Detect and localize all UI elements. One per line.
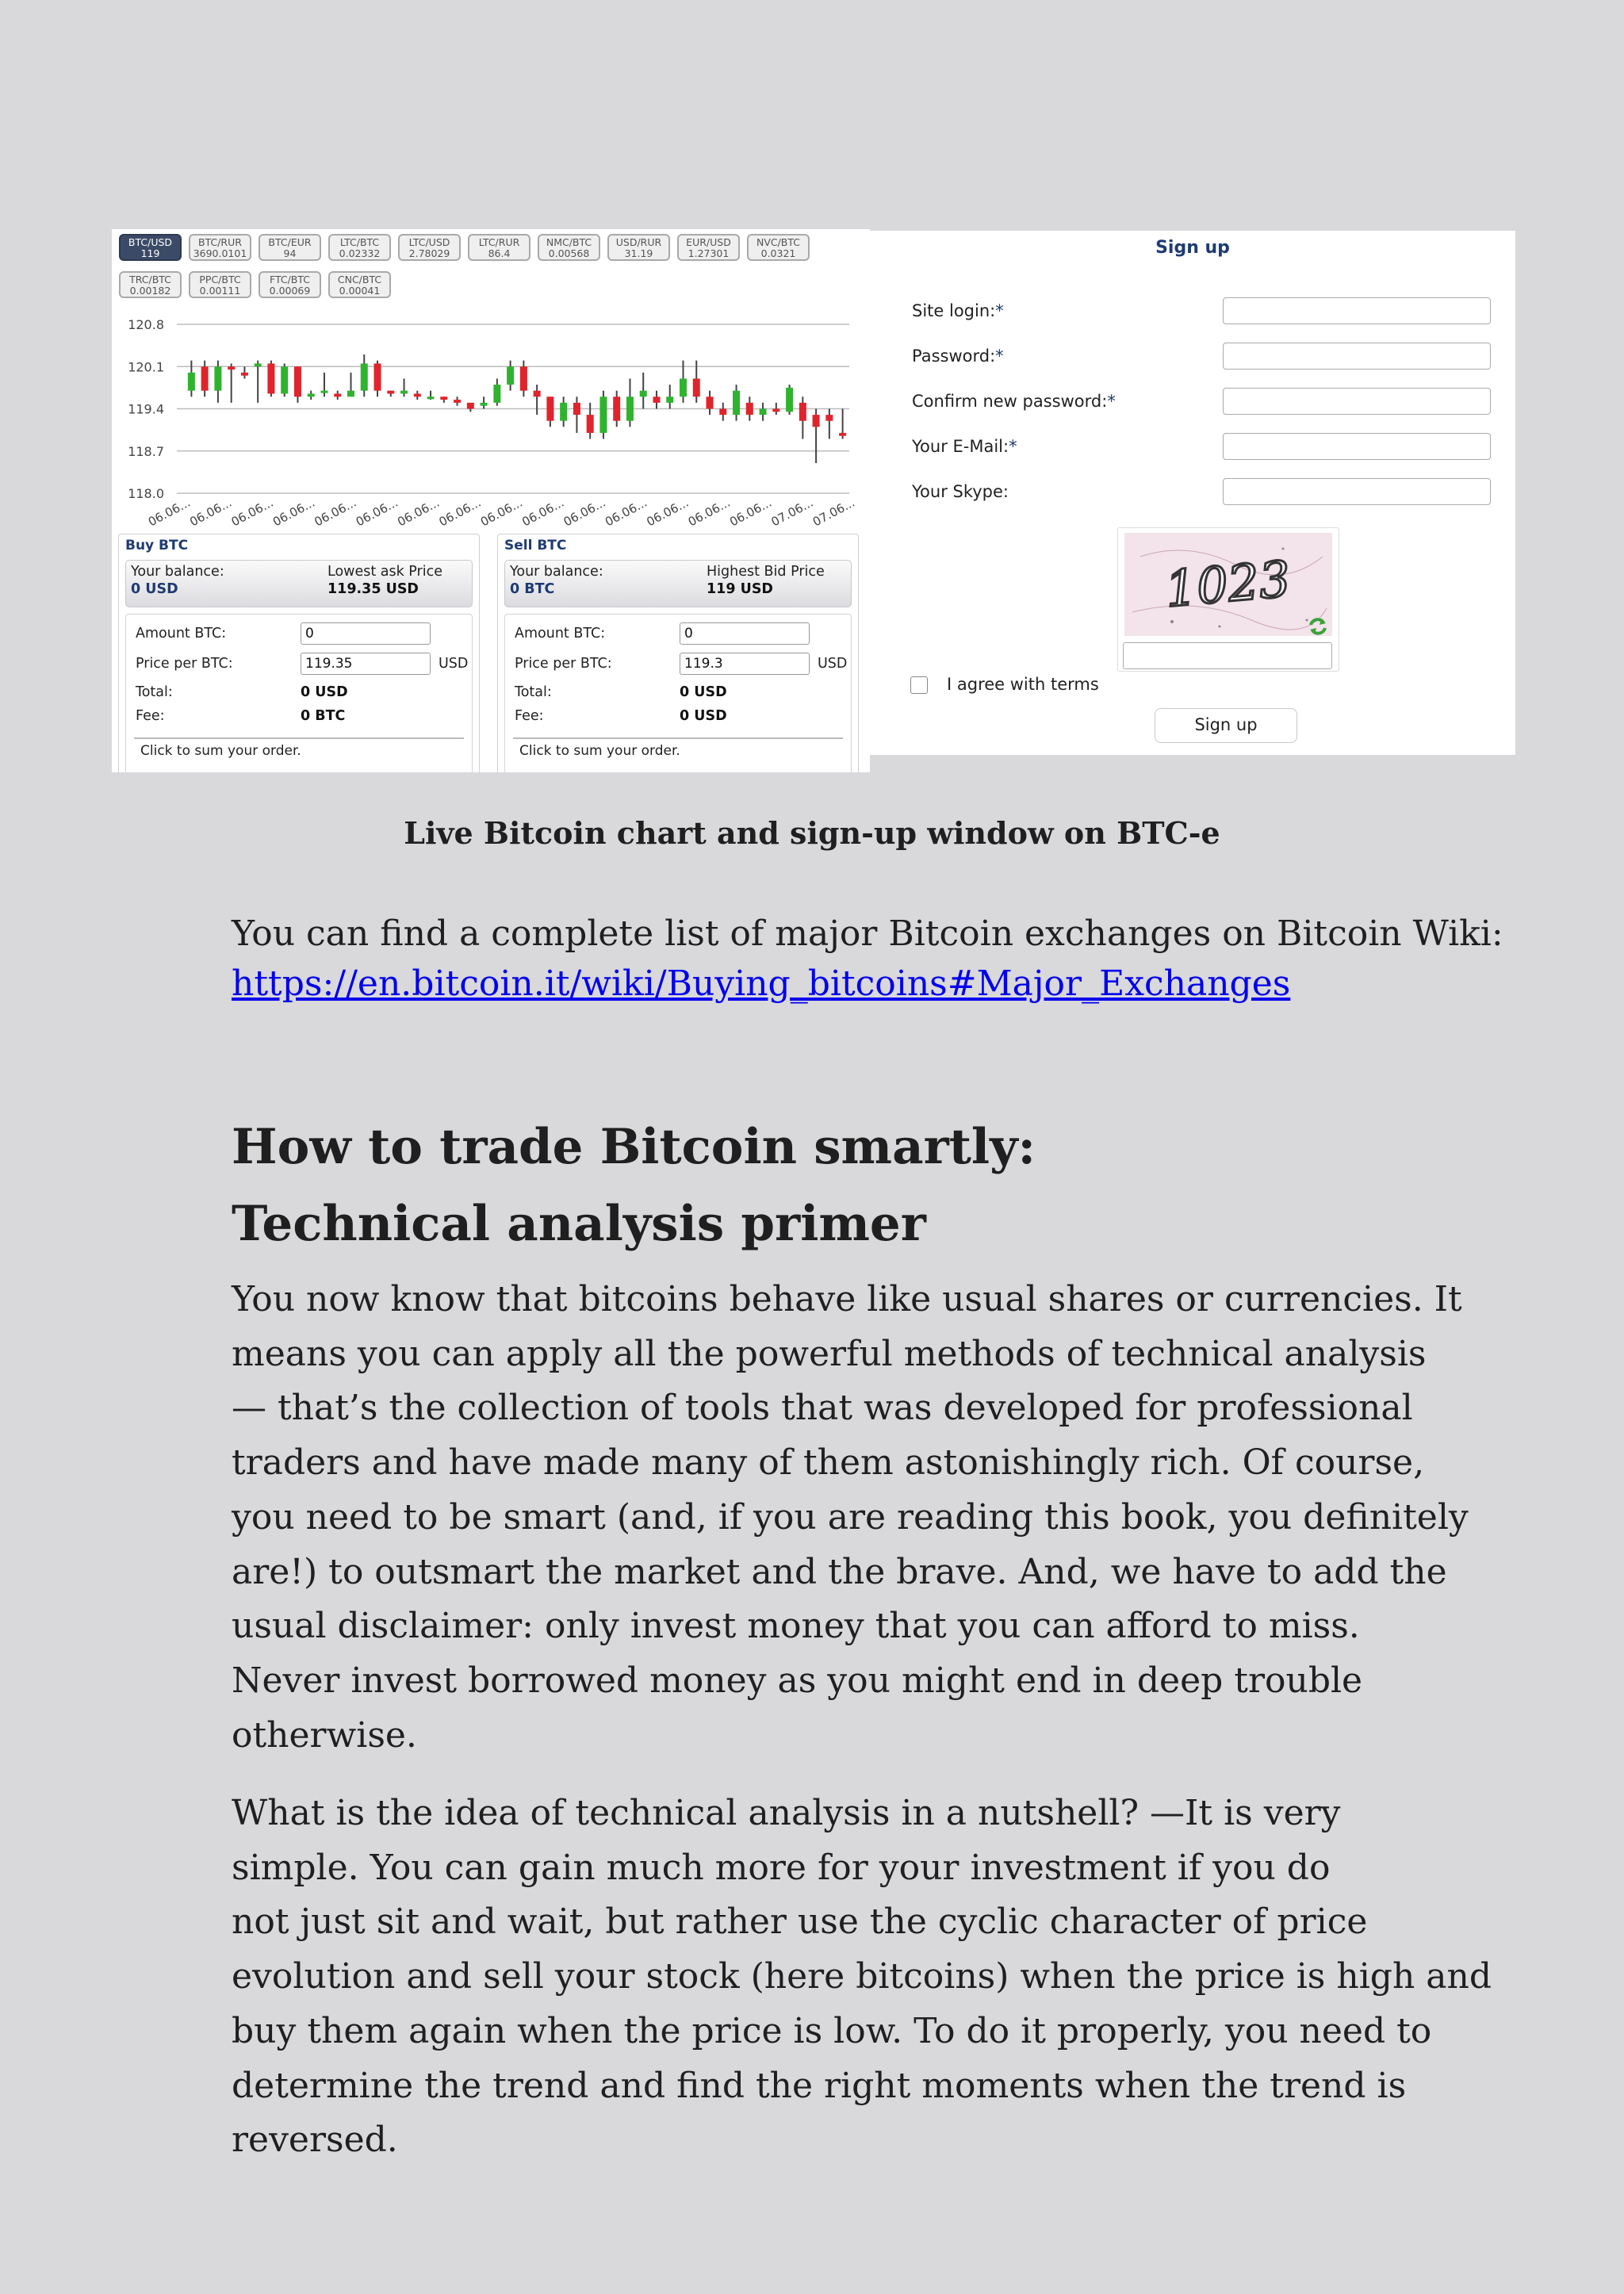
candle-body — [454, 400, 461, 403]
buy-title: Buy BTC — [125, 538, 189, 553]
candle-body — [760, 409, 767, 416]
candle-body — [573, 403, 580, 415]
x-tick-label: 07.06... — [768, 495, 816, 530]
pair-name: CNC/BTC — [337, 274, 382, 285]
signup-field-label-text: Your E-Mail: — [912, 437, 1009, 456]
candle-body — [467, 403, 474, 409]
candle-body — [707, 396, 714, 408]
signup-field-input[interactable] — [1223, 433, 1491, 460]
sell-order-form — [504, 614, 852, 772]
x-tick-label: 06.06... — [644, 495, 691, 530]
paragraph-1 — [232, 1273, 1469, 1763]
candle-body — [719, 409, 726, 416]
pair-price: 0.02332 — [339, 247, 381, 259]
pair-name: PPC/BTC — [199, 274, 241, 285]
x-tick-label: 07.06... — [810, 495, 857, 530]
x-tick-label: 06.06... — [561, 495, 608, 530]
agree-terms-label: I agree with terms — [947, 675, 1099, 694]
paragraph-line: Never invest borrowed money as you might end in deep trouble — [232, 1660, 1363, 1701]
pair-name: BTC/RUR — [198, 236, 242, 248]
x-tick-label: 06.06... — [519, 495, 567, 530]
sell-amount-label: Amount BTC: — [515, 626, 606, 641]
paragraph-line: not just sit and wait, but rather use the cyclic character of price — [232, 1901, 1368, 1943]
paragraph-line: — that’s the collection of tools that was developed for professional — [232, 1388, 1413, 1429]
candle-body — [481, 403, 488, 406]
pair-price: 0.00182 — [129, 285, 171, 297]
candle-body — [387, 391, 394, 394]
required-marker: * — [1009, 437, 1017, 456]
paragraph-line: otherwise. — [232, 1714, 417, 1756]
candle-body — [294, 366, 301, 396]
candle-body — [255, 363, 262, 366]
buy-sum-link[interactable]: Click to sum your order. — [140, 743, 301, 759]
signup-field-input[interactable] — [1223, 478, 1491, 505]
paragraph-line: buy them again when the price is low. To do it properly, you need to — [232, 2010, 1432, 2051]
candle-body — [613, 396, 620, 420]
pair-name: LTC/RUR — [478, 236, 520, 248]
sell-total-label: Total: — [515, 684, 552, 700]
buy-price-unit: USD — [439, 656, 469, 672]
paragraph-line: usual disclaimer: only invest money that you can afford to miss. — [232, 1606, 1360, 1647]
pair-price: 0.00069 — [269, 285, 311, 297]
pair-name: EUR/USD — [686, 236, 731, 248]
x-tick-label: 06.06... — [353, 495, 400, 530]
pair-name: NVC/BTC — [756, 236, 801, 248]
paragraph-line: determine the trend and find the right moments when the trend is — [232, 2065, 1407, 2106]
candle-body — [201, 366, 209, 390]
required-marker: * — [1107, 392, 1116, 411]
buy-amount-input[interactable] — [301, 622, 431, 645]
buy-price-label: Price per BTC: — [136, 656, 233, 672]
pair-price: 3690.0101 — [193, 247, 247, 259]
exchange-screenshot — [112, 229, 1515, 772]
paragraph-line: are!) to outsmart the market and the brave. And, we have to add the — [232, 1551, 1447, 1592]
pair-name: BTC/USD — [128, 236, 173, 248]
paragraph-2 — [232, 1787, 1492, 2168]
pair-price: 86.4 — [488, 247, 511, 259]
candle-body — [587, 415, 594, 433]
pair-price: 0.00568 — [548, 247, 590, 259]
x-tick-label: 06.06... — [187, 495, 235, 530]
sell-price-input[interactable] — [680, 653, 810, 675]
captcha-image — [1124, 533, 1332, 636]
signup-field-label-text: Password: — [912, 347, 996, 366]
x-tick-label: 06.06... — [727, 495, 775, 530]
candle-body — [493, 385, 500, 403]
required-marker: * — [995, 347, 1004, 366]
x-tick-label: 06.06... — [312, 495, 359, 530]
signup-field-label — [912, 392, 1116, 411]
sell-fee-value: 0 USD — [680, 708, 727, 724]
candle-body — [507, 366, 514, 385]
x-tick-label: 06.06... — [395, 495, 442, 530]
heading-line-2: Technical analysis primer — [232, 1196, 926, 1252]
x-tick-label: 06.06... — [270, 495, 318, 530]
buy-divider — [134, 737, 464, 739]
candle-body — [666, 396, 673, 403]
candle-body — [520, 366, 527, 390]
candle-body — [228, 366, 235, 370]
buy-balance-label: Your balance: — [131, 564, 224, 580]
pair-name: NMC/BTC — [546, 236, 592, 248]
pair-price: 94 — [283, 247, 297, 259]
paragraph-line: What is the idea of technical analysis in a nutshell? —It is very — [232, 1793, 1341, 1833]
signup-button[interactable]: Sign up — [1155, 708, 1297, 743]
sell-balance-value: 0 BTC — [510, 581, 555, 597]
pair-name: LTC/USD — [408, 236, 450, 248]
agree-terms-checkbox[interactable] — [910, 676, 928, 694]
sell-total-value: 0 USD — [680, 684, 727, 700]
buy-balance-value: 0 USD — [131, 581, 178, 597]
x-tick-label: 06.06... — [228, 495, 276, 530]
signup-title: Sign up — [1155, 238, 1230, 258]
exchanges-link[interactable]: https://en.bitcoin.it/wiki/Buying_bitcoins#Major_Exchanges — [232, 963, 1291, 1004]
heading-line-1: How to trade Bitcoin smartly: — [232, 1119, 1036, 1175]
signup-field-label-text: Your Skype: — [912, 482, 1009, 501]
buy-amount-label: Amount BTC: — [136, 626, 227, 641]
trade-panel — [112, 229, 870, 772]
sell-sum-link[interactable]: Click to sum your order. — [519, 743, 680, 759]
x-tick-label: 06.06... — [685, 495, 733, 530]
price-candlestick-chart — [112, 229, 870, 534]
lowest-ask-label: Lowest ask Price — [327, 564, 442, 580]
signup-field-input[interactable] — [1223, 388, 1491, 415]
pair-name: TRC/BTC — [129, 274, 171, 285]
paragraph-line: evolution and sell your stock (here bitcoins) when the price is high and — [232, 1956, 1492, 1997]
pair-price: 0.00111 — [199, 285, 241, 297]
buy-fee-value: 0 BTC — [301, 708, 346, 724]
candle-body — [825, 415, 833, 421]
sell-balance-label: Your balance: — [510, 564, 603, 580]
candle-body — [427, 396, 435, 399]
sell-balance-bar — [504, 560, 852, 607]
x-tick-label: 06.06... — [477, 495, 525, 530]
pair-price: 0.0321 — [760, 247, 796, 259]
buy-fee-label: Fee: — [136, 708, 165, 724]
candle-body — [733, 391, 740, 415]
candle-body — [640, 391, 647, 397]
pair-name: LTC/BTC — [339, 236, 380, 248]
paragraph-line: reversed. — [232, 2120, 398, 2161]
x-tick-label: 06.06... — [603, 495, 650, 530]
x-tick-label: 06.06... — [436, 495, 484, 530]
candle-body — [693, 378, 700, 396]
y-tick-label: 118.7 — [128, 443, 164, 459]
intro-text: You can find a complete list of major Bitcoin exchanges on Bitcoin Wiki: — [232, 913, 1503, 954]
buy-total-label: Total: — [136, 684, 173, 700]
candle-body — [560, 403, 567, 421]
signup-field-label-text: Confirm new password: — [912, 392, 1108, 411]
candle-body — [361, 363, 368, 390]
required-marker: * — [995, 301, 1004, 320]
candle-body — [308, 393, 315, 396]
y-tick-label: 119.4 — [128, 401, 164, 417]
pair-price: 2.78029 — [408, 247, 450, 259]
intro-paragraph — [232, 909, 1503, 1009]
paragraph-line: means you can apply all the powerful methods of technical analysis — [232, 1333, 1427, 1374]
x-tick-label: 06.06... — [145, 495, 193, 530]
candle-body — [320, 391, 327, 393]
candle-body — [281, 366, 288, 393]
sell-price-label: Price per BTC: — [515, 656, 612, 672]
section-heading — [232, 1109, 1036, 1262]
candle-body — [440, 396, 447, 400]
candle-body — [374, 363, 381, 390]
candle-body — [653, 396, 660, 403]
paragraph-line: You now know that bitcoins behave like usual shares or currencies. It — [232, 1279, 1462, 1319]
signup-field-label — [912, 437, 1017, 456]
buy-price-input[interactable] — [301, 653, 431, 675]
buy-total-value: 0 USD — [301, 684, 348, 700]
candle-body — [400, 391, 408, 394]
pair-price: 0.00041 — [339, 285, 381, 297]
pair-name: BTC/EUR — [268, 236, 312, 248]
candle-body — [188, 373, 195, 391]
highest-bid-value: 119 USD — [707, 581, 773, 597]
buy-order-box — [118, 534, 480, 772]
sell-divider — [513, 737, 843, 739]
captcha-box — [1117, 527, 1339, 672]
pair-name: FTC/BTC — [269, 274, 311, 285]
paragraph-line: traders and have made many of them astonishingly rich. Of course, — [232, 1442, 1425, 1484]
captcha-input[interactable] — [1123, 642, 1332, 669]
candle-body — [772, 409, 779, 412]
y-tick-label: 120.8 — [128, 317, 164, 332]
lowest-ask-value: 119.35 USD — [327, 581, 419, 597]
signup-field-label — [912, 482, 1009, 501]
refresh-captcha-icon[interactable] — [1310, 618, 1326, 634]
candle-body — [214, 366, 221, 390]
signup-field-input[interactable] — [1223, 297, 1491, 324]
pair-price: 31.19 — [624, 247, 653, 259]
candle-body — [680, 378, 687, 396]
candle-body — [267, 363, 274, 393]
captcha-text: 1023 — [1162, 550, 1293, 618]
candle-body — [414, 393, 421, 396]
sell-title: Sell BTC — [504, 538, 567, 553]
buy-balance-bar — [125, 560, 473, 607]
pair-price: 119 — [140, 247, 160, 259]
buy-order-form — [125, 614, 473, 772]
sell-fee-label: Fee: — [515, 708, 544, 724]
sell-order-box — [497, 534, 859, 772]
sell-price-unit: USD — [818, 656, 848, 672]
pair-name: USD/RUR — [615, 236, 662, 248]
paragraph-line: simple. You can gain much more for your investment if you do — [232, 1847, 1331, 1888]
candle-body — [546, 396, 553, 420]
candle-body — [534, 391, 541, 397]
figure-caption: Live Bitcoin chart and sign-up window on BTC-e — [404, 815, 1220, 851]
candle-body — [799, 403, 806, 421]
candle-body — [746, 403, 753, 415]
signup-field-label — [912, 347, 1004, 366]
highest-bid-label: Highest Bid Price — [707, 564, 825, 580]
candle-body — [599, 396, 607, 433]
signup-field-input[interactable] — [1223, 343, 1491, 370]
candle-body — [241, 373, 248, 376]
signup-field-label-text: Site login: — [912, 301, 996, 320]
pair-price: 1.27301 — [688, 247, 730, 259]
candle-body — [334, 393, 341, 396]
y-tick-label: 118.0 — [128, 486, 164, 501]
candle-body — [786, 388, 793, 412]
candle-body — [813, 415, 820, 427]
paragraph-line: you need to be smart (and, if you are reading this book, you definitely — [232, 1496, 1469, 1538]
candle-body — [839, 433, 846, 436]
sell-amount-input[interactable] — [680, 622, 810, 645]
candle-body — [626, 396, 634, 420]
y-tick-label: 120.1 — [128, 359, 164, 375]
signup-field-label — [912, 301, 1004, 320]
signup-panel — [870, 231, 1515, 755]
candle-body — [347, 391, 354, 397]
